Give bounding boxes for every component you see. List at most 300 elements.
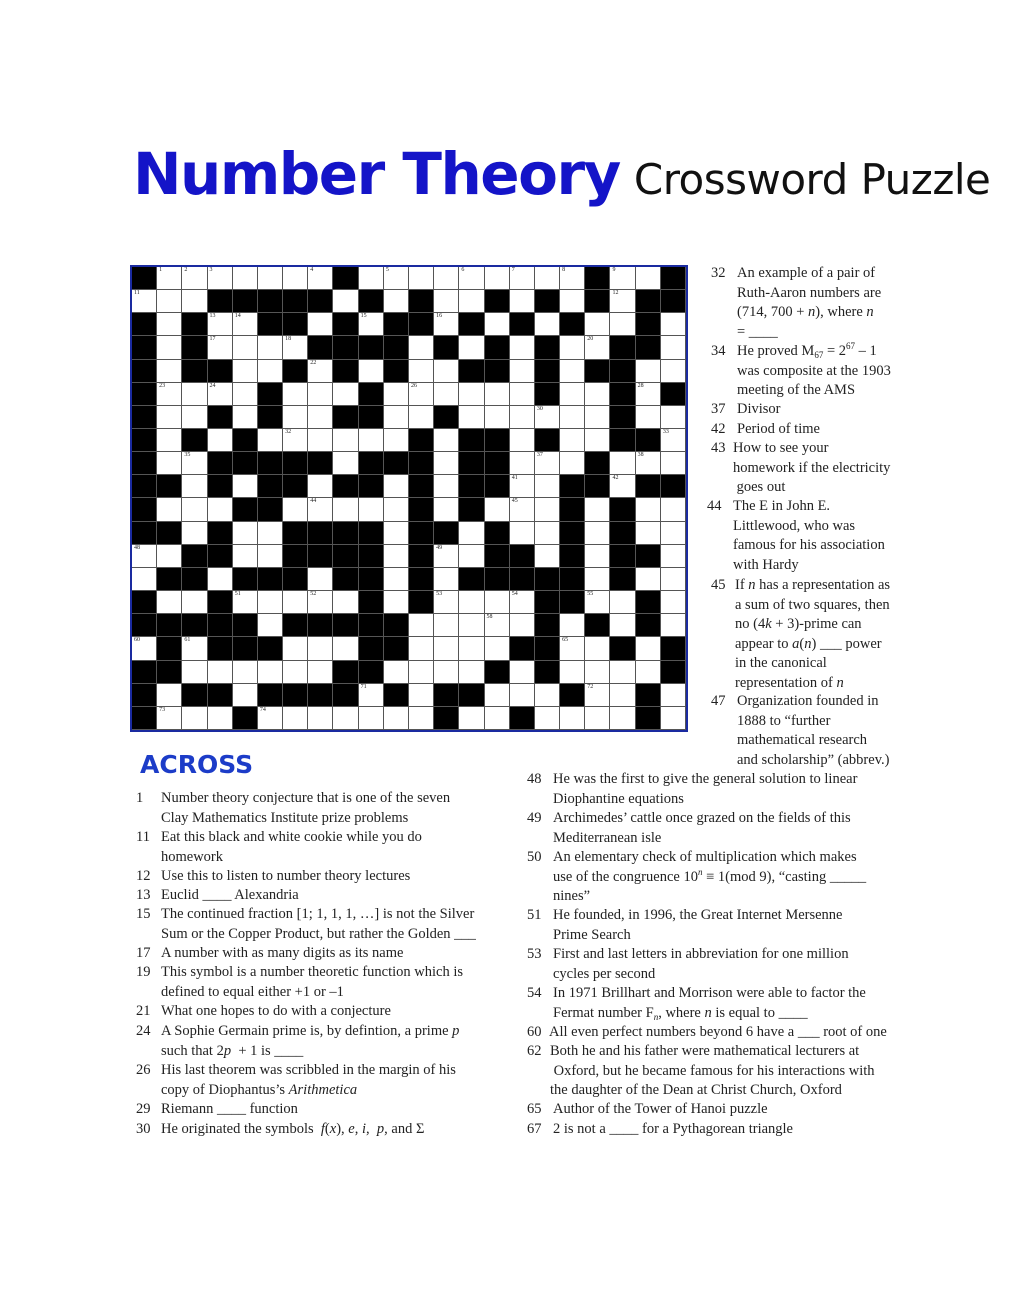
grid-cell[interactable] xyxy=(308,313,333,336)
grid-cell[interactable] xyxy=(384,383,409,406)
grid-cell[interactable] xyxy=(157,591,182,614)
grid-cell[interactable] xyxy=(535,684,560,707)
grid-cell[interactable] xyxy=(233,591,258,614)
grid-cell[interactable] xyxy=(157,313,182,336)
grid-cell[interactable] xyxy=(585,313,610,336)
grid-cell[interactable] xyxy=(409,267,434,290)
grid-cell[interactable] xyxy=(308,383,333,406)
grid-cell[interactable] xyxy=(283,637,308,660)
grid-cell[interactable] xyxy=(485,591,510,614)
grid-cell[interactable] xyxy=(485,267,510,290)
grid-block xyxy=(208,684,233,707)
grid-cell[interactable] xyxy=(333,383,358,406)
grid-cell[interactable] xyxy=(308,707,333,730)
grid-cell[interactable] xyxy=(384,591,409,614)
grid-cell[interactable] xyxy=(409,360,434,383)
grid-cell[interactable] xyxy=(485,614,510,637)
grid-cell[interactable] xyxy=(510,452,535,475)
grid-cell[interactable] xyxy=(510,336,535,359)
grid-cell[interactable] xyxy=(459,383,484,406)
grid-cell[interactable] xyxy=(233,360,258,383)
grid-cell[interactable] xyxy=(585,336,610,359)
grid-cell[interactable] xyxy=(661,568,686,591)
grid-cell[interactable] xyxy=(661,336,686,359)
grid-cell[interactable] xyxy=(182,591,207,614)
grid-cell[interactable] xyxy=(283,336,308,359)
grid-cell[interactable] xyxy=(434,290,459,313)
grid-cell[interactable] xyxy=(157,267,182,290)
grid-cell[interactable] xyxy=(585,707,610,730)
cell-number: 71 xyxy=(360,683,367,690)
grid-cell[interactable] xyxy=(182,383,207,406)
grid-cell[interactable] xyxy=(233,267,258,290)
grid-cell[interactable] xyxy=(384,568,409,591)
grid-cell[interactable] xyxy=(510,591,535,614)
grid-block xyxy=(636,290,661,313)
grid-block xyxy=(409,568,434,591)
clue-15: 15 The continued fraction [1; 1, 1, 1, …] is not the Silver Sum or the Copper Product, but rather the Golden ___ xyxy=(136,906,476,942)
grid-cell[interactable] xyxy=(409,383,434,406)
cell-number: 51 xyxy=(234,591,241,598)
grid-cell[interactable] xyxy=(283,429,308,452)
grid-cell[interactable] xyxy=(233,545,258,568)
grid-cell[interactable] xyxy=(308,406,333,429)
grid-cell[interactable] xyxy=(258,591,283,614)
grid-cell[interactable] xyxy=(333,290,358,313)
grid-cell[interactable] xyxy=(434,313,459,336)
grid-cell[interactable] xyxy=(434,591,459,614)
grid-cell[interactable] xyxy=(258,707,283,730)
grid-block xyxy=(208,614,233,637)
grid-cell[interactable] xyxy=(208,267,233,290)
grid-cell[interactable] xyxy=(182,661,207,684)
grid-cell[interactable] xyxy=(636,568,661,591)
grid-cell[interactable] xyxy=(308,360,333,383)
cell-number: 41 xyxy=(511,475,518,482)
grid-cell[interactable] xyxy=(157,406,182,429)
grid-block xyxy=(333,684,358,707)
grid-cell[interactable] xyxy=(182,290,207,313)
grid-cell[interactable] xyxy=(384,707,409,730)
grid-cell[interactable] xyxy=(434,475,459,498)
grid-cell[interactable] xyxy=(132,290,157,313)
grid-cell[interactable] xyxy=(560,661,585,684)
grid-cell[interactable] xyxy=(384,522,409,545)
grid-cell[interactable] xyxy=(560,707,585,730)
grid-cell[interactable] xyxy=(283,383,308,406)
cell-number: 24 xyxy=(209,382,216,389)
grid-cell[interactable] xyxy=(636,383,661,406)
grid-cell[interactable] xyxy=(283,591,308,614)
grid-cell[interactable] xyxy=(157,684,182,707)
grid-block xyxy=(182,545,207,568)
grid-cell[interactable] xyxy=(510,661,535,684)
grid-cell[interactable] xyxy=(258,522,283,545)
grid-cell[interactable] xyxy=(661,429,686,452)
grid-cell[interactable] xyxy=(333,591,358,614)
grid-block xyxy=(560,313,585,336)
grid-cell[interactable] xyxy=(661,522,686,545)
grid-block xyxy=(661,267,686,290)
grid-cell[interactable] xyxy=(610,290,635,313)
grid-cell[interactable] xyxy=(636,452,661,475)
grid-cell[interactable] xyxy=(560,614,585,637)
grid-block xyxy=(283,290,308,313)
grid-block xyxy=(434,707,459,730)
grid-cell[interactable] xyxy=(560,406,585,429)
grid-block xyxy=(409,498,434,521)
grid-block xyxy=(333,336,358,359)
grid-cell[interactable] xyxy=(384,498,409,521)
grid-block xyxy=(308,614,333,637)
grid-cell[interactable] xyxy=(560,290,585,313)
grid-cell[interactable] xyxy=(510,475,535,498)
grid-cell[interactable] xyxy=(409,406,434,429)
grid-block xyxy=(283,522,308,545)
grid-cell[interactable] xyxy=(409,614,434,637)
grid-cell[interactable] xyxy=(560,452,585,475)
grid-cell[interactable] xyxy=(157,360,182,383)
grid-cell[interactable] xyxy=(510,406,535,429)
grid-cell[interactable] xyxy=(560,383,585,406)
grid-cell[interactable] xyxy=(535,475,560,498)
grid-cell[interactable] xyxy=(560,360,585,383)
grid-cell[interactable] xyxy=(585,522,610,545)
grid-cell[interactable] xyxy=(359,267,384,290)
grid-cell[interactable] xyxy=(308,498,333,521)
grid-cell[interactable] xyxy=(434,429,459,452)
grid-block xyxy=(233,429,258,452)
grid-cell[interactable] xyxy=(535,313,560,336)
grid-cell[interactable] xyxy=(485,707,510,730)
grid-cell[interactable] xyxy=(661,406,686,429)
grid-cell[interactable] xyxy=(132,545,157,568)
grid-cell[interactable] xyxy=(459,406,484,429)
grid-cell[interactable] xyxy=(661,545,686,568)
grid-block xyxy=(585,614,610,637)
grid-block xyxy=(535,614,560,637)
grid-cell[interactable] xyxy=(434,498,459,521)
grid-cell[interactable] xyxy=(258,267,283,290)
grid-cell[interactable] xyxy=(182,707,207,730)
grid-cell[interactable] xyxy=(233,522,258,545)
grid-cell[interactable] xyxy=(132,637,157,660)
grid-cell[interactable] xyxy=(409,707,434,730)
grid-cell[interactable] xyxy=(308,475,333,498)
grid-cell[interactable] xyxy=(510,267,535,290)
cell-number: 74 xyxy=(259,706,266,713)
grid-block xyxy=(157,522,182,545)
grid-cell[interactable] xyxy=(585,545,610,568)
grid-cell[interactable] xyxy=(510,498,535,521)
grid-cell[interactable] xyxy=(661,498,686,521)
grid-cell[interactable] xyxy=(636,637,661,660)
grid-block xyxy=(132,707,157,730)
grid-cell[interactable] xyxy=(485,406,510,429)
grid-cell[interactable] xyxy=(384,545,409,568)
grid-cell[interactable] xyxy=(208,336,233,359)
grid-cell[interactable] xyxy=(459,545,484,568)
grid-cell[interactable] xyxy=(434,383,459,406)
grid-cell[interactable] xyxy=(585,429,610,452)
grid-cell[interactable] xyxy=(283,498,308,521)
grid-cell[interactable] xyxy=(560,267,585,290)
grid-cell[interactable] xyxy=(434,661,459,684)
grid-cell[interactable] xyxy=(636,406,661,429)
clue-29: 29 Riemann ____ function xyxy=(136,1101,298,1117)
grid-cell[interactable] xyxy=(333,498,358,521)
grid-cell[interactable] xyxy=(359,498,384,521)
grid-cell[interactable] xyxy=(308,591,333,614)
grid-cell[interactable] xyxy=(208,568,233,591)
grid-cell[interactable] xyxy=(132,568,157,591)
grid-cell[interactable] xyxy=(182,406,207,429)
grid-cell[interactable] xyxy=(459,267,484,290)
grid-cell[interactable] xyxy=(535,522,560,545)
grid-cell[interactable] xyxy=(157,336,182,359)
grid-cell[interactable] xyxy=(459,614,484,637)
grid-block xyxy=(208,591,233,614)
clue-60: 60 All even perfect numbers beyond 6 have a ___ root of one xyxy=(527,1024,887,1040)
grid-block xyxy=(359,522,384,545)
grid-cell[interactable] xyxy=(485,498,510,521)
grid-cell[interactable] xyxy=(258,545,283,568)
grid-cell[interactable] xyxy=(610,591,635,614)
grid-cell[interactable] xyxy=(182,475,207,498)
grid-cell[interactable] xyxy=(384,290,409,313)
grid-cell[interactable] xyxy=(258,360,283,383)
grid-block xyxy=(132,475,157,498)
grid-cell[interactable] xyxy=(610,614,635,637)
grid-block xyxy=(333,406,358,429)
grid-cell[interactable] xyxy=(208,661,233,684)
grid-cell[interactable] xyxy=(636,360,661,383)
grid-cell[interactable] xyxy=(258,661,283,684)
grid-cell[interactable] xyxy=(182,267,207,290)
grid-cell[interactable] xyxy=(333,452,358,475)
grid-cell[interactable] xyxy=(208,313,233,336)
grid-cell[interactable] xyxy=(459,591,484,614)
grid-cell[interactable] xyxy=(359,707,384,730)
cell-number: 13 xyxy=(209,313,216,320)
cell-number: 6 xyxy=(461,267,465,273)
grid-cell[interactable] xyxy=(485,383,510,406)
grid-cell[interactable] xyxy=(535,406,560,429)
grid-cell[interactable] xyxy=(560,637,585,660)
grid-cell[interactable] xyxy=(384,475,409,498)
grid-cell[interactable] xyxy=(510,684,535,707)
grid-cell[interactable] xyxy=(661,591,686,614)
grid-cell[interactable] xyxy=(359,429,384,452)
grid-cell[interactable] xyxy=(434,637,459,660)
grid-cell[interactable] xyxy=(157,707,182,730)
grid-cell[interactable] xyxy=(409,661,434,684)
grid-cell[interactable] xyxy=(485,637,510,660)
grid-cell[interactable] xyxy=(585,498,610,521)
grid-cell[interactable] xyxy=(283,661,308,684)
grid-cell[interactable] xyxy=(283,707,308,730)
grid-cell[interactable] xyxy=(333,707,358,730)
grid-cell[interactable] xyxy=(459,522,484,545)
grid-cell[interactable] xyxy=(233,475,258,498)
grid-cell[interactable] xyxy=(610,684,635,707)
grid-cell[interactable] xyxy=(384,267,409,290)
grid-cell[interactable] xyxy=(333,637,358,660)
grid-cell[interactable] xyxy=(535,545,560,568)
grid-cell[interactable] xyxy=(233,684,258,707)
grid-cell[interactable] xyxy=(434,452,459,475)
grid-cell[interactable] xyxy=(409,637,434,660)
grid-cell[interactable] xyxy=(485,313,510,336)
grid-block xyxy=(208,522,233,545)
grid-cell[interactable] xyxy=(610,267,635,290)
grid-cell[interactable] xyxy=(585,637,610,660)
grid-cell[interactable] xyxy=(384,661,409,684)
clue-65: 65 Author of the Tower of Hanoi puzzle xyxy=(527,1101,768,1117)
grid-cell[interactable] xyxy=(585,661,610,684)
grid-block xyxy=(585,360,610,383)
grid-cell[interactable] xyxy=(636,661,661,684)
grid-cell[interactable] xyxy=(409,336,434,359)
grid-cell[interactable] xyxy=(182,452,207,475)
grid-block xyxy=(485,360,510,383)
grid-block xyxy=(359,290,384,313)
grid-cell[interactable] xyxy=(661,614,686,637)
grid-cell[interactable] xyxy=(384,429,409,452)
grid-cell[interactable] xyxy=(459,637,484,660)
cell-number: 17 xyxy=(209,336,216,343)
grid-cell[interactable] xyxy=(308,429,333,452)
grid-cell[interactable] xyxy=(485,684,510,707)
grid-cell[interactable] xyxy=(610,475,635,498)
grid-cell[interactable] xyxy=(157,452,182,475)
grid-cell[interactable] xyxy=(258,429,283,452)
grid-cell[interactable] xyxy=(308,267,333,290)
grid-cell[interactable] xyxy=(585,684,610,707)
grid-cell[interactable] xyxy=(510,383,535,406)
grid-cell[interactable] xyxy=(661,360,686,383)
grid-cell[interactable] xyxy=(157,429,182,452)
grid-cell[interactable] xyxy=(359,360,384,383)
grid-cell[interactable] xyxy=(434,568,459,591)
grid-cell[interactable] xyxy=(585,383,610,406)
grid-cell[interactable] xyxy=(636,522,661,545)
grid-cell[interactable] xyxy=(308,568,333,591)
grid-cell[interactable] xyxy=(157,498,182,521)
grid-cell[interactable] xyxy=(535,452,560,475)
grid-block xyxy=(636,336,661,359)
grid-cell[interactable] xyxy=(283,406,308,429)
grid-cell[interactable] xyxy=(610,452,635,475)
grid-cell[interactable] xyxy=(409,684,434,707)
grid-block xyxy=(208,545,233,568)
grid-cell[interactable] xyxy=(459,336,484,359)
grid-cell[interactable] xyxy=(233,661,258,684)
grid-cell[interactable] xyxy=(157,383,182,406)
grid-block xyxy=(535,661,560,684)
grid-cell[interactable] xyxy=(434,360,459,383)
grid-block xyxy=(636,614,661,637)
grid-cell[interactable] xyxy=(283,267,308,290)
grid-cell[interactable] xyxy=(359,313,384,336)
grid-cell[interactable] xyxy=(459,290,484,313)
grid-cell[interactable] xyxy=(434,267,459,290)
grid-cell[interactable] xyxy=(258,614,283,637)
grid-cell[interactable] xyxy=(510,614,535,637)
grid-cell[interactable] xyxy=(661,452,686,475)
grid-cell[interactable] xyxy=(208,498,233,521)
grid-cell[interactable] xyxy=(535,267,560,290)
grid-cell[interactable] xyxy=(610,661,635,684)
grid-cell[interactable] xyxy=(434,545,459,568)
grid-cell[interactable] xyxy=(510,360,535,383)
grid-cell[interactable] xyxy=(384,406,409,429)
clue-11: 11 Eat this black and white cookie while you do homework xyxy=(136,829,422,865)
grid-cell[interactable] xyxy=(182,498,207,521)
grid-cell[interactable] xyxy=(308,637,333,660)
grid-cell[interactable] xyxy=(585,406,610,429)
grid-block xyxy=(308,290,333,313)
grid-cell[interactable] xyxy=(510,522,535,545)
grid-cell[interactable] xyxy=(560,429,585,452)
grid-cell[interactable] xyxy=(535,707,560,730)
grid-cell[interactable] xyxy=(182,637,207,660)
grid-cell[interactable] xyxy=(233,406,258,429)
grid-cell[interactable] xyxy=(208,707,233,730)
grid-cell[interactable] xyxy=(661,313,686,336)
grid-cell[interactable] xyxy=(610,313,635,336)
grid-cell[interactable] xyxy=(459,707,484,730)
grid-cell[interactable] xyxy=(157,545,182,568)
grid-block xyxy=(333,545,358,568)
grid-block xyxy=(157,637,182,660)
grid-cell[interactable] xyxy=(636,267,661,290)
grid-cell[interactable] xyxy=(308,661,333,684)
grid-cell[interactable] xyxy=(233,336,258,359)
grid-block xyxy=(258,637,283,660)
grid-block xyxy=(535,591,560,614)
grid-cell[interactable] xyxy=(535,498,560,521)
grid-cell[interactable] xyxy=(560,336,585,359)
grid-cell[interactable] xyxy=(258,336,283,359)
grid-cell[interactable] xyxy=(333,429,358,452)
clue-48: 48 He was the first to give the general solution to linear Diophantine equations xyxy=(527,771,858,807)
grid-cell[interactable] xyxy=(636,498,661,521)
grid-block xyxy=(132,313,157,336)
grid-block xyxy=(283,313,308,336)
grid-cell[interactable] xyxy=(585,591,610,614)
grid-cell[interactable] xyxy=(233,383,258,406)
grid-block xyxy=(560,498,585,521)
grid-cell[interactable] xyxy=(661,684,686,707)
grid-cell[interactable] xyxy=(359,684,384,707)
grid-cell[interactable] xyxy=(661,707,686,730)
grid-cell[interactable] xyxy=(459,661,484,684)
grid-cell[interactable] xyxy=(510,290,535,313)
grid-cell[interactable] xyxy=(157,290,182,313)
grid-cell[interactable] xyxy=(610,707,635,730)
grid-block xyxy=(384,614,409,637)
grid-cell[interactable] xyxy=(510,429,535,452)
grid-cell[interactable] xyxy=(208,429,233,452)
grid-cell[interactable] xyxy=(208,383,233,406)
grid-cell[interactable] xyxy=(585,568,610,591)
grid-cell[interactable] xyxy=(233,313,258,336)
cell-number: 52 xyxy=(310,591,317,598)
grid-cell[interactable] xyxy=(434,614,459,637)
grid-cell[interactable] xyxy=(182,522,207,545)
grid-block xyxy=(182,336,207,359)
